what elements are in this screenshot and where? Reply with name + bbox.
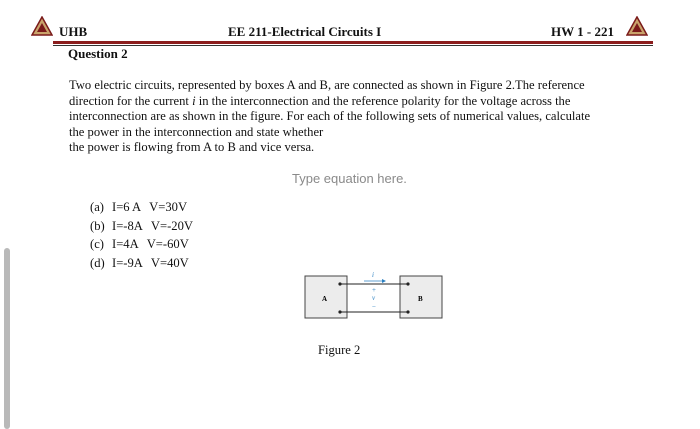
list-item: (a) I=6 A V=30V <box>90 200 188 214</box>
current-label: i <box>372 271 374 279</box>
box-a-label: A <box>322 295 328 303</box>
figure-caption: Figure 2 <box>318 343 361 357</box>
minus-sign: − <box>372 303 376 311</box>
header-rule-red <box>53 41 653 44</box>
plus-sign: + <box>372 286 376 294</box>
question-line-5: the power is flowing from A to B and vice versa. <box>69 140 315 154</box>
header-course-title: EE 211-Electrical Circuits I <box>228 24 382 39</box>
uhb-logo-icon <box>626 16 648 36</box>
question-line-1: Two electric circuits, represented by boxes A and B, are connected as shown in Figure 2.The reference <box>69 78 585 92</box>
parts-list <box>90 198 193 272</box>
question-line-2: direction for the current i in the interconnection and the reference polarity for the voltage across the <box>69 93 571 108</box>
uhb-logo-icon <box>31 16 53 36</box>
list-item: (c) I=4A V=-60V <box>90 237 189 251</box>
question-line-4: the power in the interconnection and state whether <box>69 124 324 139</box>
question-title: Question 2 <box>68 46 128 61</box>
question-text <box>69 78 649 156</box>
list-item: (d) I=-9A V=40V <box>90 255 189 270</box>
circuit-figure <box>302 268 448 324</box>
vertical-scrollbar[interactable] <box>4 248 10 429</box>
header-university: UHB <box>59 24 88 39</box>
list-item: (b) I=-8A V=-20V <box>90 218 193 233</box>
header-homework: HW 1 - 221 <box>551 24 614 39</box>
box-b-label: B <box>418 295 423 303</box>
voltage-label: v <box>372 294 376 302</box>
question-line-3: interconnection are as shown in the figure. For each of the following sets of numerical values, calculate <box>69 109 591 123</box>
header-rule-black <box>53 45 653 46</box>
equation-placeholder[interactable]: Type equation here. <box>292 171 407 186</box>
